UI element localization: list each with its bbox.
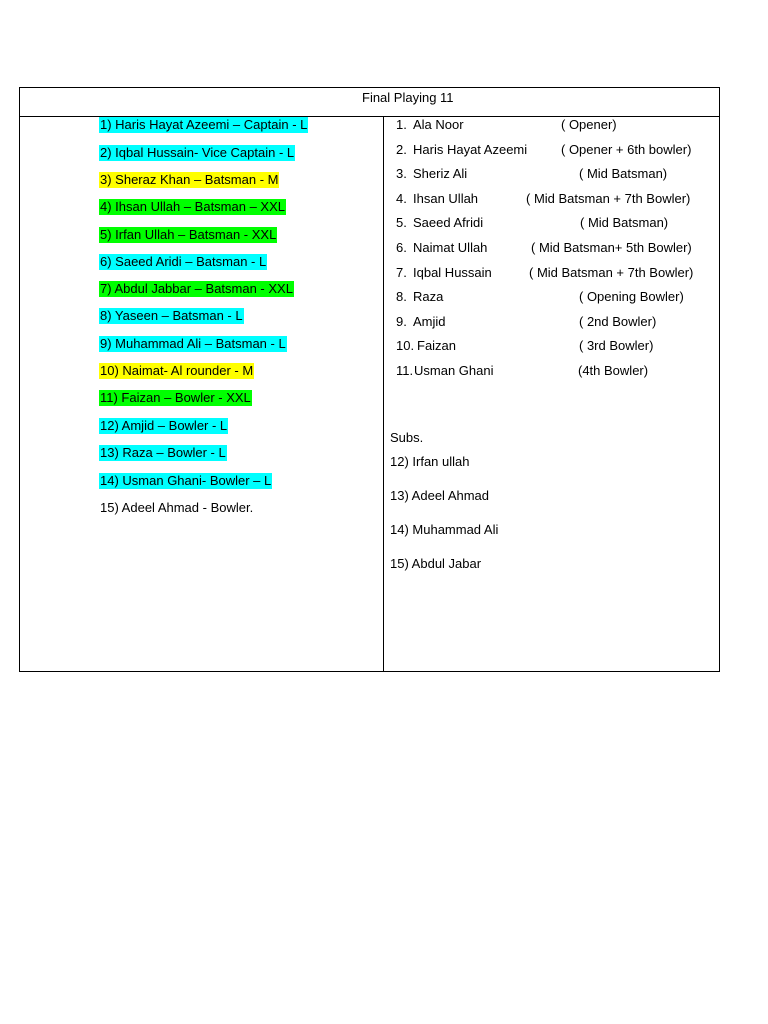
xi-player-name: Ihsan Ullah — [413, 190, 479, 206]
xi-number: 9. — [396, 313, 407, 329]
xi-number: 7. — [396, 264, 407, 280]
xi-player-role: ( 3rd Bowler) — [579, 338, 654, 354]
xi-number: 11. — [396, 363, 414, 378]
xi-player-name: Saeed Afridi — [413, 215, 484, 231]
squad-item: 12) Amjid – Bowler - L — [100, 418, 228, 433]
column-divider — [383, 116, 384, 671]
xi-number: 6. — [396, 240, 407, 255]
xi-number: 8. — [396, 289, 407, 305]
xi-player-role: ( Mid Batsman + 7th Bowler) — [526, 190, 691, 206]
substitute-item: 15) Abdul Jabar — [390, 556, 482, 571]
xi-number: 4. — [396, 190, 407, 206]
squad-item: 11) Faizan – Bowler - XXL — [100, 390, 251, 405]
xi-player-role: ( Mid Batsman+ 5th Bowler) — [531, 240, 692, 255]
squad-item: 8) Yaseen – Batsman - L — [100, 308, 243, 323]
xi-player-name: Raza — [413, 289, 444, 305]
squad-item: 2) Iqbal Hussain- Vice Captain - L — [100, 145, 295, 160]
playing-eleven-table — [19, 87, 720, 672]
subs-label: Subs. — [390, 430, 424, 445]
xi-player-role: ( Mid Batsman + 7th Bowler) — [529, 264, 694, 280]
squad-item: 14) Usman Ghani- Bowler – L — [100, 473, 272, 488]
squad-item: 6) Saeed Aridi – Batsman - L — [100, 254, 267, 269]
xi-player-name: Ala Noor — [413, 117, 464, 132]
xi-player-name: Sheriz Ali — [413, 166, 468, 182]
xi-player-role: (4th Bowler) — [578, 363, 649, 378]
xi-player-name: Amjid — [413, 313, 446, 329]
squad-item: 7) Abdul Jabbar – Batsman - XXL — [100, 281, 293, 296]
squad-item: 9) Muhammad Ali – Batsman - L — [100, 336, 286, 351]
xi-number: 5. — [396, 215, 407, 231]
xi-player-name: Usman Ghani — [414, 363, 494, 378]
squad-item: 15) Adeel Ahmad - Bowler. — [100, 500, 254, 515]
table-title: Final Playing 11 — [362, 90, 454, 105]
xi-player-name: Naimat Ullah — [413, 240, 488, 255]
title-row — [20, 88, 719, 117]
squad-item: 13) Raza – Bowler - L — [100, 445, 226, 460]
xi-player-name: Haris Hayat Azeemi — [413, 141, 528, 157]
squad-item: 1) Haris Hayat Azeemi – Captain - L — [100, 117, 308, 132]
xi-player-role: ( Mid Batsman) — [580, 215, 669, 231]
xi-number: 2. — [396, 141, 407, 157]
xi-player-role: ( Opener + 6th bowler) — [561, 141, 692, 157]
squad-item: 4) Ihsan Ullah – Batsman – XXL — [100, 199, 285, 214]
squad-item: 3) Sheraz Khan – Batsman - M — [100, 172, 279, 187]
xi-player-name: Iqbal Hussain — [413, 264, 492, 280]
substitute-item: 12) Irfan ullah — [390, 454, 470, 469]
squad-item: 10) Naimat- Al rounder - M — [100, 363, 254, 378]
xi-number: 1. — [396, 117, 407, 132]
xi-player-role: ( Opener) — [561, 117, 617, 132]
substitute-item: 14) Muhammad Ali — [390, 522, 499, 537]
xi-player-name: Faizan — [417, 338, 457, 354]
xi-player-role: ( Opening Bowler) — [579, 289, 684, 305]
squad-item: 5) Irfan Ullah – Batsman - XXL — [100, 227, 277, 242]
substitute-item: 13) Adeel Ahmad — [390, 488, 490, 503]
xi-number: 3. — [396, 166, 407, 182]
xi-number: 10. — [396, 338, 415, 354]
xi-player-role: ( Mid Batsman) — [579, 166, 668, 182]
xi-player-role: ( 2nd Bowler) — [579, 313, 657, 329]
